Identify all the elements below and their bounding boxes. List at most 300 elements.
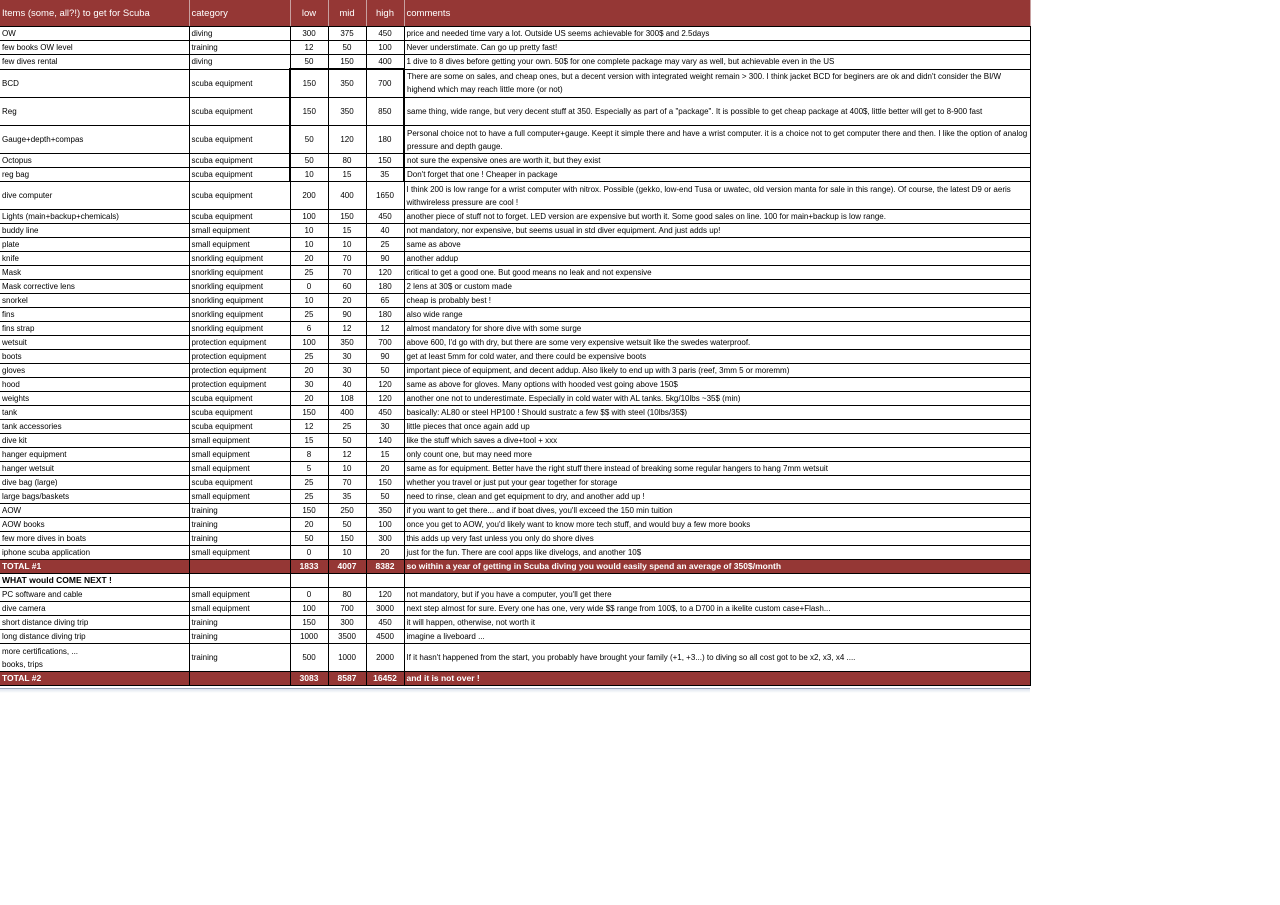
cell-low[interactable]: 300 <box>290 27 328 41</box>
cell-comment[interactable]: next step almost for sure. Every one has one, very wide $$ range from 100$, to a D700 in a ikelite custom case+Flash... <box>404 602 1030 616</box>
cell-item[interactable]: few more dives in boats <box>0 532 189 546</box>
cell-item-line1: more certifications, ... <box>2 646 79 656</box>
table-row <box>0 336 1030 350</box>
cell-high[interactable]: 180 <box>366 280 404 294</box>
cell-low[interactable]: 1833 <box>290 560 328 574</box>
cell-category[interactable]: training <box>189 518 290 532</box>
section-next-row <box>0 574 1030 588</box>
cell-mid[interactable]: 120 <box>328 126 366 154</box>
cell-high[interactable]: 850 <box>366 98 404 126</box>
cell-high[interactable]: 700 <box>366 69 404 98</box>
cell-high[interactable]: 400 <box>366 55 404 70</box>
cell-comment[interactable]: cheap is probably best ! <box>404 294 1030 308</box>
cell-low[interactable]: 25 <box>290 490 328 504</box>
cell-mid[interactable]: 250 <box>328 504 366 518</box>
cell-category[interactable] <box>189 560 290 574</box>
cell-item[interactable]: PC software and cable <box>0 588 189 602</box>
cell-low[interactable]: 8 <box>290 448 328 462</box>
header-high[interactable]: high <box>366 0 404 27</box>
cell-low[interactable]: 150 <box>290 98 328 126</box>
header-comments[interactable]: comments <box>404 0 1030 27</box>
cell-mid[interactable]: 90 <box>328 308 366 322</box>
cell-category[interactable]: scuba equipment <box>189 210 290 224</box>
cell-item[interactable]: short distance diving trip <box>0 616 189 630</box>
cell-high[interactable]: 8382 <box>366 560 404 574</box>
cell-low[interactable]: 20 <box>290 364 328 378</box>
cell-category[interactable]: scuba equipment <box>189 168 290 182</box>
cell-category[interactable]: small equipment <box>189 238 290 252</box>
cell-low[interactable]: 100 <box>290 336 328 350</box>
cell-comment[interactable]: almost mandatory for shore dive with some surge <box>404 322 1030 336</box>
cell-item[interactable]: Lights (main+backup+chemicals) <box>0 210 189 224</box>
table-row <box>0 588 1030 602</box>
table-row <box>0 224 1030 238</box>
cell-low[interactable]: 25 <box>290 476 328 490</box>
cell-high[interactable]: 450 <box>366 210 404 224</box>
header-category[interactable]: category <box>189 0 290 27</box>
table-row <box>0 532 1030 546</box>
cell-comment[interactable]: critical to get a good one. But good means no leak and not expensive <box>404 266 1030 280</box>
cell-mid[interactable]: 375 <box>328 27 366 41</box>
cell-comment[interactable]: another addup <box>404 252 1030 266</box>
cell-mid[interactable]: 35 <box>328 490 366 504</box>
cell-mid[interactable]: 30 <box>328 350 366 364</box>
cell-mid[interactable]: 25 <box>328 420 366 434</box>
cell-empty[interactable] <box>328 574 366 588</box>
cell-category[interactable]: snorkling equipment <box>189 308 290 322</box>
cell-high[interactable]: 35 <box>366 168 404 182</box>
table-row <box>0 434 1030 448</box>
table-row <box>0 27 1030 41</box>
cell-low[interactable]: 25 <box>290 308 328 322</box>
cell-comment[interactable]: whether you travel or just put your gear together for storage <box>404 476 1030 490</box>
table-row <box>0 364 1030 378</box>
cell-comment[interactable]: not mandatory, nor expensive, but seems usual in std diver equipment. And just adds up! <box>404 224 1030 238</box>
cell-low[interactable]: 10 <box>290 238 328 252</box>
cell-comment[interactable]: Personal choice not to have a full computer+gauge. Keept it simple there and have a wrist computer. it is a choice not to get computer there and then. I like the option of analog pressure and depth gauge. <box>404 126 1030 154</box>
cell-mid[interactable]: 8587 <box>328 672 366 686</box>
cell-mid[interactable]: 1000 <box>328 644 366 672</box>
cell-comment[interactable]: once you get to AOW, you'd likely want to know more tech stuff, and would buy a few more books <box>404 518 1030 532</box>
cell-mid[interactable]: 300 <box>328 616 366 630</box>
cell-item[interactable]: plate <box>0 238 189 252</box>
cell-mid[interactable]: 150 <box>328 55 366 70</box>
cell-category[interactable]: snorkling equipment <box>189 294 290 308</box>
cell-mid[interactable]: 350 <box>328 336 366 350</box>
table-row <box>0 41 1030 55</box>
cell-low[interactable]: 6 <box>290 322 328 336</box>
cell-category[interactable]: scuba equipment <box>189 420 290 434</box>
cell-mid[interactable]: 40 <box>328 378 366 392</box>
cell-category[interactable]: scuba equipment <box>189 182 290 210</box>
cell-item[interactable]: long distance diving trip <box>0 630 189 644</box>
table-row <box>0 168 1030 182</box>
cell-category[interactable]: snorkling equipment <box>189 280 290 294</box>
cell-category[interactable]: small equipment <box>189 462 290 476</box>
cell-mid[interactable]: 70 <box>328 252 366 266</box>
cell-item[interactable]: wetsuit <box>0 336 189 350</box>
cell-high[interactable]: 4500 <box>366 630 404 644</box>
cell-high[interactable]: 100 <box>366 41 404 55</box>
table-row <box>0 210 1030 224</box>
cell-item[interactable]: TOTAL #1 <box>0 560 189 574</box>
cell-comment[interactable]: get at least 5mm for cold water, and there could be expensive boots <box>404 350 1030 364</box>
cell-comment[interactable]: I think 200 is low range for a wrist computer with nitrox. Possible (gekko, low-end Tusa or uwatec, old version manta for sale in this range). Of course, the latest D9 or aeris withwireless pressure are cool ! <box>404 182 1030 210</box>
cell-low[interactable]: 50 <box>290 532 328 546</box>
table-row <box>0 322 1030 336</box>
cell-mid[interactable]: 12 <box>328 448 366 462</box>
cell-item[interactable]: knife <box>0 252 189 266</box>
cell-comment[interactable]: only count one, but may need more <box>404 448 1030 462</box>
table-row <box>0 644 1030 672</box>
cell-comment[interactable]: important piece of equipment, and decent addup. Also likely to end up with 3 paris (reef, 3mm 5 or moremm) <box>404 364 1030 378</box>
cell-item[interactable]: snorkel <box>0 294 189 308</box>
cell-item[interactable]: Octopus <box>0 154 189 168</box>
cell-category[interactable]: training <box>189 532 290 546</box>
cell-low[interactable]: 50 <box>290 154 328 168</box>
cell-low[interactable]: 0 <box>290 546 328 560</box>
cell-mid[interactable]: 400 <box>328 406 366 420</box>
cell-low[interactable]: 1000 <box>290 630 328 644</box>
cell-comment[interactable]: another piece of stuff not to forget. LED version are expensive but worth it. Some good sales on line. 100 for main+backup is low range. <box>404 210 1030 224</box>
cell-high[interactable]: 450 <box>366 616 404 630</box>
cell-low[interactable]: 500 <box>290 644 328 672</box>
cell-item[interactable]: reg bag <box>0 168 189 182</box>
cell-comment[interactable]: so within a year of getting in Scuba diving you would easily spend an average of 350$/month <box>404 560 1030 574</box>
cell-comment[interactable]: If it hasn't happened from the start, you probably have brought your family (+1, +3...) to diving so all cost got to be x2, x3, x4 .... <box>404 644 1030 672</box>
cell-category[interactable]: scuba equipment <box>189 126 290 154</box>
table-row <box>0 126 1030 154</box>
cell-comment[interactable]: same as above <box>404 238 1030 252</box>
cell-comment[interactable]: same as for equipment. Better have the right stuff there instead of breaking some regular hangers to hang 7mm wetsuit <box>404 462 1030 476</box>
cell-category[interactable]: training <box>189 504 290 518</box>
cell-comment[interactable]: little pieces that once again add up <box>404 420 1030 434</box>
cell-comment[interactable]: this adds up very fast unless you only do shore dives <box>404 532 1030 546</box>
sheet-tabs-strip <box>0 688 1030 693</box>
cell-low[interactable]: 150 <box>290 504 328 518</box>
cell-comment[interactable]: basically: AL80 or steel HP100 ! Should sustratc a few $$ with steel (10lbs/35$) <box>404 406 1030 420</box>
cell-category[interactable]: diving <box>189 27 290 41</box>
table-row <box>0 252 1030 266</box>
cell-low[interactable]: 150 <box>290 616 328 630</box>
cell-low[interactable]: 50 <box>290 55 328 70</box>
cell-empty[interactable] <box>189 574 290 588</box>
cell-comment[interactable]: Never understimate. Can go up pretty fast! <box>404 41 1030 55</box>
cell-category[interactable]: protection equipment <box>189 336 290 350</box>
cell-high[interactable]: 15 <box>366 448 404 462</box>
cell-mid[interactable]: 15 <box>328 168 366 182</box>
cell-mid[interactable]: 70 <box>328 476 366 490</box>
cell-item[interactable]: BCD <box>0 69 189 98</box>
cell-high[interactable]: 90 <box>366 252 404 266</box>
cell-item[interactable]: tank accessories <box>0 420 189 434</box>
cell-item[interactable]: TOTAL #2 <box>0 672 189 686</box>
cell-low[interactable]: 3083 <box>290 672 328 686</box>
cell-low[interactable]: 100 <box>290 602 328 616</box>
cell-mid[interactable]: 50 <box>328 518 366 532</box>
cell-item[interactable] <box>0 644 189 672</box>
cell-mid[interactable]: 80 <box>328 588 366 602</box>
cell-category[interactable]: scuba equipment <box>189 154 290 168</box>
cell-item[interactable]: Mask <box>0 266 189 280</box>
cell-mid[interactable]: 70 <box>328 266 366 280</box>
cell-mid[interactable]: 700 <box>328 602 366 616</box>
cell-high[interactable]: 16452 <box>366 672 404 686</box>
table-row <box>0 546 1030 560</box>
cell-high[interactable]: 120 <box>366 378 404 392</box>
cell-low[interactable]: 12 <box>290 420 328 434</box>
table-row <box>0 406 1030 420</box>
cell-category[interactable] <box>189 672 290 686</box>
cell-low[interactable]: 0 <box>290 588 328 602</box>
cell-mid[interactable]: 150 <box>328 210 366 224</box>
table-row <box>0 630 1030 644</box>
cell-mid[interactable]: 108 <box>328 392 366 406</box>
table-row <box>0 378 1030 392</box>
cell-low[interactable]: 20 <box>290 252 328 266</box>
cell-mid[interactable]: 350 <box>328 69 366 98</box>
table-row <box>0 490 1030 504</box>
cell-high[interactable]: 300 <box>366 532 404 546</box>
cell-high[interactable]: 120 <box>366 266 404 280</box>
cell-category[interactable]: training <box>189 644 290 672</box>
total-1-row <box>0 560 1030 574</box>
cell-low[interactable]: 50 <box>290 126 328 154</box>
cell-category[interactable]: scuba equipment <box>189 392 290 406</box>
cell-category[interactable]: small equipment <box>189 434 290 448</box>
cell-low[interactable]: 15 <box>290 434 328 448</box>
cell-mid[interactable]: 20 <box>328 294 366 308</box>
table-row <box>0 462 1030 476</box>
cell-comment[interactable]: price and needed time vary a lot. Outside US seems achievable for 300$ and 2.5days <box>404 27 1030 41</box>
table-row <box>0 69 1030 98</box>
cell-comment[interactable]: just for the fun. There are cool apps like divelogs, and another 10$ <box>404 546 1030 560</box>
cell-category[interactable]: scuba equipment <box>189 69 290 98</box>
cell-low[interactable]: 10 <box>290 294 328 308</box>
cell-high[interactable]: 150 <box>366 154 404 168</box>
table-row <box>0 476 1030 490</box>
cell-high[interactable]: 150 <box>366 476 404 490</box>
cell-comment[interactable]: above 600, I'd go with dry, but there are some very expensive wetsuit like the swedes waterproof. <box>404 336 1030 350</box>
cell-high[interactable]: 100 <box>366 518 404 532</box>
table-row <box>0 55 1030 70</box>
cell-comment[interactable]: Don't forget that one ! Cheaper in package <box>404 168 1030 182</box>
cell-high[interactable]: 120 <box>366 588 404 602</box>
table-row <box>0 154 1030 168</box>
cell-low[interactable]: 10 <box>290 224 328 238</box>
cell-high[interactable]: 180 <box>366 126 404 154</box>
cell-mid[interactable]: 400 <box>328 182 366 210</box>
table-row <box>0 392 1030 406</box>
cell-category[interactable]: small equipment <box>189 588 290 602</box>
cell-high[interactable]: 12 <box>366 322 404 336</box>
cell-comment[interactable]: same as above for gloves. Many options with hooded vest going above 150$ <box>404 378 1030 392</box>
cell-item[interactable]: iphone scuba application <box>0 546 189 560</box>
cell-low[interactable]: 10 <box>290 168 328 182</box>
cell-comment[interactable]: another one not to underestimate. Especially in cold water with AL tanks. 5kg/10lbs ~35$ (min) <box>404 392 1030 406</box>
cell-mid[interactable]: 150 <box>328 532 366 546</box>
cell-high[interactable]: 2000 <box>366 644 404 672</box>
cell-high[interactable]: 20 <box>366 546 404 560</box>
cell-mid[interactable]: 10 <box>328 238 366 252</box>
cell-mid[interactable]: 80 <box>328 154 366 168</box>
cell-comment[interactable]: same thing, wide range, but very decent stuff at 350. Especially as part of a "package". It is possible to get cheap package at 400$, little better will get to 8-900 fast <box>404 98 1030 126</box>
table-row <box>0 420 1030 434</box>
cell-high[interactable]: 450 <box>366 27 404 41</box>
cell-empty[interactable] <box>290 574 328 588</box>
cell-low[interactable]: 150 <box>290 69 328 98</box>
cell-category[interactable]: scuba equipment <box>189 476 290 490</box>
cell-item[interactable]: Mask corrective lens <box>0 280 189 294</box>
cell-item[interactable]: dive bag (large) <box>0 476 189 490</box>
cell-category[interactable]: small equipment <box>189 546 290 560</box>
cell-high[interactable]: 700 <box>366 336 404 350</box>
cell-comment[interactable]: if you want to get there... and if boat dives, you'll exceed the 150 min tuition <box>404 504 1030 518</box>
cell-mid[interactable]: 12 <box>328 322 366 336</box>
cell-item[interactable]: fins <box>0 308 189 322</box>
header-mid[interactable]: mid <box>328 0 366 27</box>
cell-mid[interactable]: 4007 <box>328 560 366 574</box>
cell-comment[interactable]: There are some on sales, and cheap ones, but a decent version with integrated weight remain > 300. I think jacket BCD for beginers are ok and didn't consider the BI/W highend which may reach little more (or not) <box>404 69 1030 98</box>
cell-category[interactable]: training <box>189 630 290 644</box>
cell-low[interactable]: 30 <box>290 378 328 392</box>
cell-high[interactable]: 20 <box>366 462 404 476</box>
cell-mid[interactable]: 50 <box>328 434 366 448</box>
cell-item[interactable]: hood <box>0 378 189 392</box>
cell-low[interactable]: 5 <box>290 462 328 476</box>
cell-item[interactable]: Reg <box>0 98 189 126</box>
cell-mid[interactable]: 50 <box>328 41 366 55</box>
cell-high[interactable]: 50 <box>366 490 404 504</box>
cell-item[interactable]: few books OW level <box>0 41 189 55</box>
cell-category[interactable]: training <box>189 616 290 630</box>
cell-high[interactable]: 65 <box>366 294 404 308</box>
cell-mid[interactable]: 60 <box>328 280 366 294</box>
cell-category[interactable]: training <box>189 41 290 55</box>
table-row <box>0 266 1030 280</box>
cell-item[interactable]: large bags/baskets <box>0 490 189 504</box>
cell-high[interactable]: 1650 <box>366 182 404 210</box>
cell-empty[interactable] <box>366 574 404 588</box>
cell-mid[interactable]: 10 <box>328 462 366 476</box>
table-row <box>0 504 1030 518</box>
cell-low[interactable]: 0 <box>290 280 328 294</box>
cell-item[interactable]: AOW <box>0 504 189 518</box>
table-row <box>0 616 1030 630</box>
cell-low[interactable]: 25 <box>290 266 328 280</box>
cell-item-line2: books, trips <box>2 659 43 669</box>
cell-mid[interactable]: 10 <box>328 546 366 560</box>
cell-mid[interactable]: 30 <box>328 364 366 378</box>
cell-item[interactable]: gloves <box>0 364 189 378</box>
table-row <box>0 350 1030 364</box>
cell-high[interactable]: 50 <box>366 364 404 378</box>
cell-high[interactable]: 180 <box>366 308 404 322</box>
table-row <box>0 308 1030 322</box>
cell-item[interactable]: hanger wetsuit <box>0 462 189 476</box>
cell-high[interactable]: 350 <box>366 504 404 518</box>
cell-item[interactable]: fins strap <box>0 322 189 336</box>
cell-item[interactable]: few dives rental <box>0 55 189 70</box>
cell-high[interactable]: 30 <box>366 420 404 434</box>
cell-mid[interactable]: 350 <box>328 98 366 126</box>
table-row <box>0 182 1030 210</box>
cell-item[interactable]: OW <box>0 27 189 41</box>
table-row <box>0 518 1030 532</box>
cell-category[interactable]: small equipment <box>189 224 290 238</box>
cell-item[interactable]: dive kit <box>0 434 189 448</box>
cell-comment[interactable]: and it is not over ! <box>404 672 1030 686</box>
table-row <box>0 448 1030 462</box>
header-low[interactable]: low <box>290 0 328 27</box>
header-items[interactable]: Items (some, all?!) to get for Scuba <box>0 0 189 27</box>
section-next-title[interactable]: WHAT would COME NEXT ! <box>0 574 189 588</box>
cell-category[interactable]: small equipment <box>189 602 290 616</box>
cell-low[interactable]: 12 <box>290 41 328 55</box>
cell-high[interactable]: 3000 <box>366 602 404 616</box>
cell-low[interactable]: 20 <box>290 392 328 406</box>
cell-category[interactable]: scuba equipment <box>189 406 290 420</box>
cell-item[interactable]: buddy line <box>0 224 189 238</box>
cell-category[interactable]: small equipment <box>189 490 290 504</box>
cell-category[interactable]: scuba equipment <box>189 98 290 126</box>
cell-item[interactable]: hanger equipment <box>0 448 189 462</box>
cell-high[interactable]: 140 <box>366 434 404 448</box>
cell-item[interactable]: dive computer <box>0 182 189 210</box>
cell-comment[interactable]: not sure the expensive ones are worth it, but they exist <box>404 154 1030 168</box>
cell-low[interactable]: 150 <box>290 406 328 420</box>
cell-category[interactable]: snorkling equipment <box>189 322 290 336</box>
total-2-row <box>0 672 1030 686</box>
cell-item[interactable]: AOW books <box>0 518 189 532</box>
cell-high[interactable]: 90 <box>366 350 404 364</box>
cell-item[interactable]: weights <box>0 392 189 406</box>
table-row <box>0 98 1030 126</box>
cell-item[interactable]: Gauge+depth+compas <box>0 126 189 154</box>
cell-high[interactable]: 40 <box>366 224 404 238</box>
cell-comment[interactable]: 1 dive to 8 dives before getting your own. 50$ for one complete package may vary as well, but achievable even in the US <box>404 55 1030 70</box>
cell-category[interactable]: small equipment <box>189 448 290 462</box>
cell-low[interactable]: 20 <box>290 518 328 532</box>
cell-comment[interactable]: not mandatory, but if you have a computer, you'll get there <box>404 588 1030 602</box>
cell-low[interactable]: 100 <box>290 210 328 224</box>
cell-comment[interactable]: also wide range <box>404 308 1030 322</box>
cell-category[interactable]: protection equipment <box>189 350 290 364</box>
cell-comment[interactable]: 2 lens at 30$ or custom made <box>404 280 1030 294</box>
cell-mid[interactable]: 15 <box>328 224 366 238</box>
cell-high[interactable]: 120 <box>366 392 404 406</box>
cell-category[interactable]: snorkling equipment <box>189 252 290 266</box>
cell-comment[interactable]: it will happen, otherwise, not worth it <box>404 616 1030 630</box>
cell-low[interactable]: 200 <box>290 182 328 210</box>
cell-item[interactable]: tank <box>0 406 189 420</box>
cell-empty[interactable] <box>404 574 1030 588</box>
cell-item[interactable]: boots <box>0 350 189 364</box>
cell-low[interactable]: 25 <box>290 350 328 364</box>
cell-category[interactable]: snorkling equipment <box>189 266 290 280</box>
cell-high[interactable]: 25 <box>366 238 404 252</box>
cell-comment[interactable]: need to rinse, clean and get equipment to dry, and another add up ! <box>404 490 1030 504</box>
cell-high[interactable]: 450 <box>366 406 404 420</box>
cell-comment[interactable]: like the stuff which saves a dive+tool + xxx <box>404 434 1030 448</box>
table-row <box>0 602 1030 616</box>
cell-item[interactable]: dive camera <box>0 602 189 616</box>
cell-category[interactable]: protection equipment <box>189 364 290 378</box>
cell-category[interactable]: diving <box>189 55 290 70</box>
cell-comment[interactable]: imagine a liveboard ... <box>404 630 1030 644</box>
cell-category[interactable]: protection equipment <box>189 378 290 392</box>
cell-mid[interactable]: 3500 <box>328 630 366 644</box>
